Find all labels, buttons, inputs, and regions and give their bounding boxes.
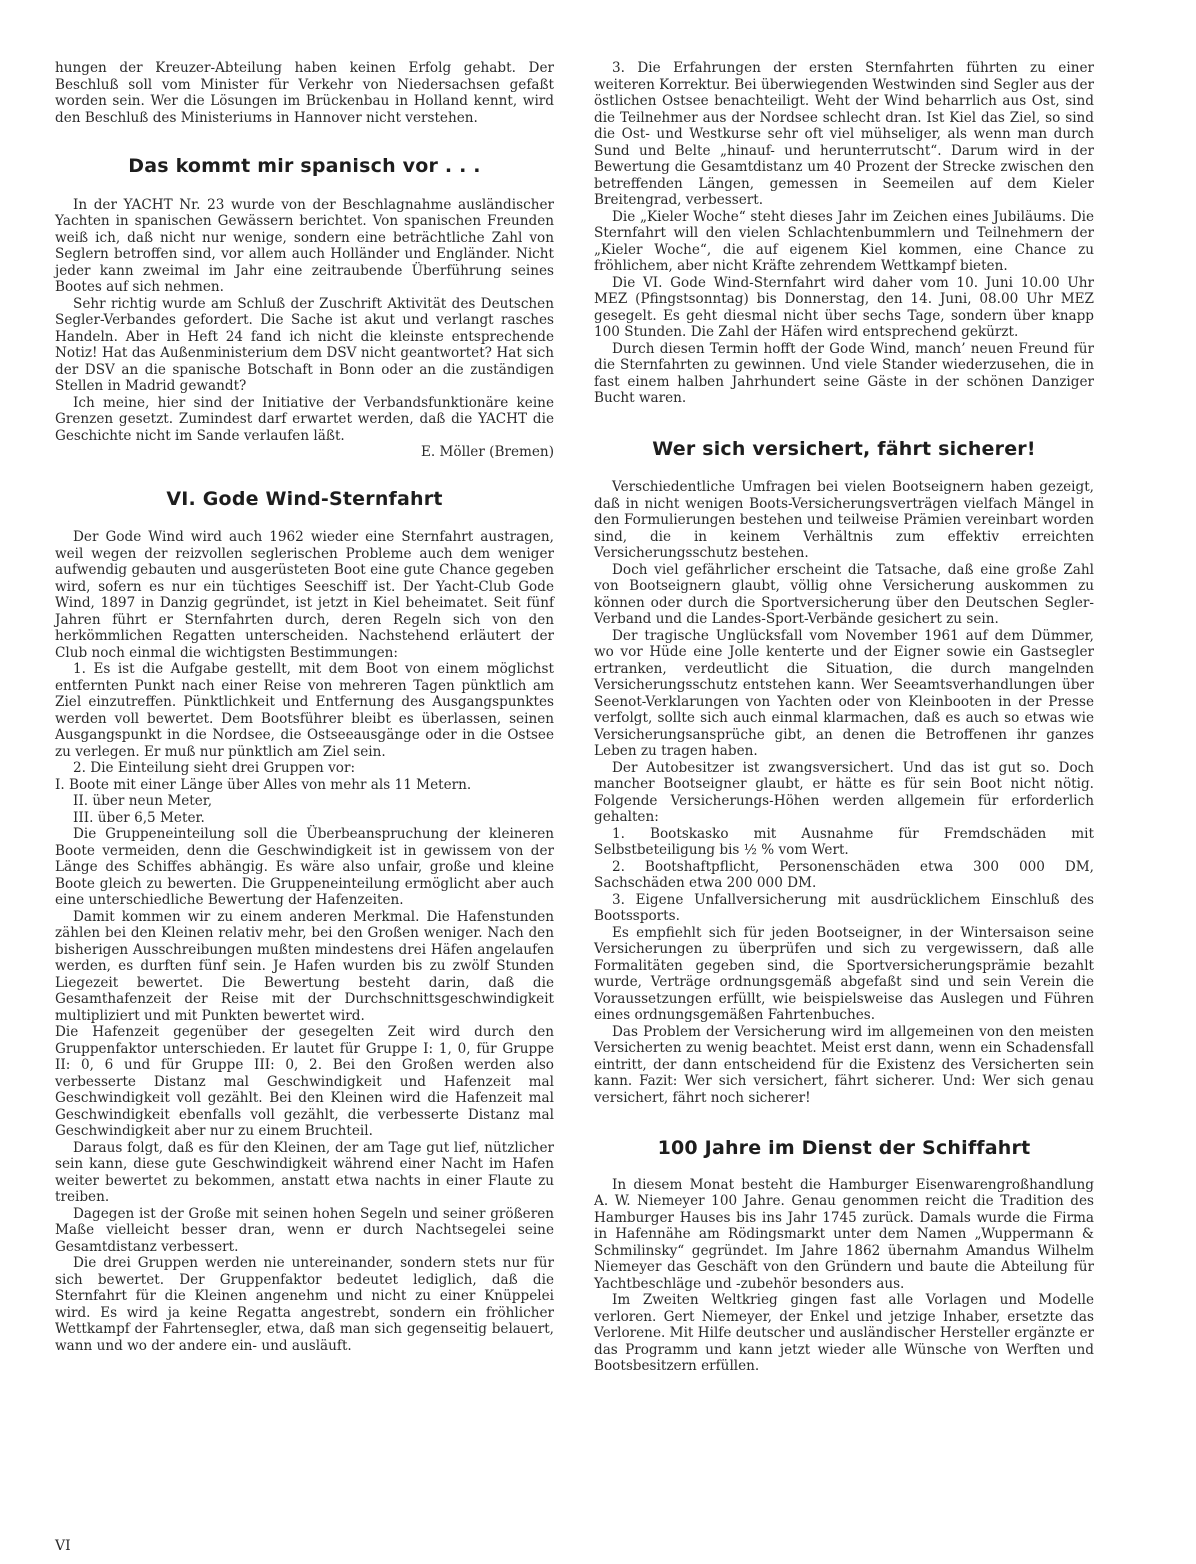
paragraph: In der YACHT Nr. 23 wurde von der Beschlagnahme ausländischer Yachten in spanischen Gewässern berichtet. Von spanischen Freunden weiß ich, daß nicht nur wenige, sondern eine beträchtliche Zahl von Seglern betroffen sind, vor allem auch Holländer und Engländer. Nicht jeder kann zweimal im Jahr eine zeitraubende Überführung seines Bootes auf sich nehmen.: [55, 196, 554, 295]
left-column: [55, 60, 554, 1354]
signature: E. Möller (Bremen): [420, 444, 554, 460]
paragraph: Daraus folgt, daß es für den Kleinen, der am Tage gut lief, nützlicher sein kann, diese gute Geschwindigkeit während einer Nacht im Hafen weiter bewertet zu bekommen, anstatt etwa nachts in einer Flaute zu treiben.: [55, 1139, 554, 1205]
list-item: 2. Bootshaftpflicht, Personenschäden etwa 300 000 DM, Sachschäden etwa 200 000 DM.: [594, 858, 1094, 891]
paragraph: 2. Die Einteilung sieht drei Gruppen vor:: [73, 760, 356, 776]
right-column: [594, 60, 1094, 1375]
intro-paragraph: hungen der Kreuzer-Abteilung haben keinen Erfolg gehabt. Der Beschluß soll vom Minister für Verkehr von Niedersachsen gefaßt worden sein. Wer die Lösungen im Brückenbau in Holland kennt, wird den Beschluß des Ministeriums in Hannover nicht verstehen.: [55, 60, 554, 126]
paragraph: Durch diesen Termin hofft der Gode Wind, manch’ neuen Freund für die Sternfahrten zu gewinnen. Und viele Stander wiederzusehen, die in fast einem halben Jahrhundert seine Gäste in der schönen Danziger Bucht waren.: [594, 340, 1094, 406]
paragraph: Der Gode Wind wird auch 1962 wieder eine Sternfahrt austragen, weil wegen der reizvollen seglerischen Probleme auch dem weniger aufwendig gebauten und ausgerüsteten Boot eine gute Chance gegeben wird, sofern es nur ein tüchtiges Seeschiff ist. Der Yacht-Club Gode Wind, 1897 in Danzig gegründet, ist jetzt in Kiel beheimatet. Seit fünf Jahren führt er Sternfahrten durch, deren Regeln sich von den herkömmlichen Regatten unterscheiden. Nachstehend erläutert der Club noch einmal die wichtigsten Bestimmungen:: [55, 529, 554, 661]
paragraph: Sehr richtig wurde am Schluß der Zuschrift Aktivität des Deutschen Segler-Verbandes gefordert. Die Sache ist akut und verlangt rasches Handeln. Aber in Heft 24 fand ich nicht die kleinste entsprechende Notiz! Hat das Außenministerium dem DSV nicht geantwortet? Hat sich der DSV an die spanische Botschaft in Bonn oder an die zuständigen Stellen in Madrid gewandt?: [55, 295, 554, 394]
paragraph: Der tragische Unglücksfall vom November 1961 auf dem Dümmer, wo vor Hüde eine Jolle kenterte und der Eigner sowie ein Gastsegler ertranken, verdeutlicht die Situation, die durch mangelnden Versicherungsschutz entstehen kann. Wer Seeamtsverhandlungen über Seenot-Verklarungen von Yachten oder von Kleinbooten in der Presse verfolgt, sollte sich auch einmal klarmachen, daß es auch so etwas wie Versicherungsansprüche gibt, an denen die Betroffenen ihr ganzes Leben zu tragen haben.: [594, 627, 1094, 759]
paragraph: Die VI. Gode Wind-Sternfahrt wird daher vom 10. Juni 10.00 Uhr MEZ (Pfingstsonntag) bis Donnerstag, den 14. Juni, 08.00 Uhr MEZ gesegelt. Es geht diesmal nicht über sechs Tage, sondern über knapp 100 Stunden. Die Zahl der Häfen wird entsprechend gekürzt.: [594, 274, 1094, 340]
paragraph: Die Hafenzeit gegenüber der gesegelten Zeit wird durch den Gruppenfaktor unterschieden. Er lautet für Gruppe I: 1, 0, für Gruppe II: 0, 6 und für Gruppe III: 0, 2. Bei den Großen werden also verbesserte Distanz mal Geschwindigkeit und Hafenzeit mal Geschwindigkeit voll gezählt. Bei den Kleinen wird die Hafenzeit mal Geschwindigkeit ebenfalls voll gezählt, die verbesserte Distanz mal Geschwindigkeit aber nur zu einem Bruchteil.: [55, 1024, 554, 1139]
paragraph: Der Autobesitzer ist zwangsversichert. Und das ist gut so. Doch mancher Bootseigner glaubt, er hätte es für sein Boot nicht nötig. Folgende Versicherungs-Höhen werden allgemein für erforderlich gehalten:: [594, 759, 1094, 825]
paragraph: Es empfiehlt sich für jeden Bootseigner, in der Wintersaison seine Versicherungen zu überprüfen und sich zu vergewissern, daß alle Formalitäten gegeben sind, die Sportversicherungsprämie bezahlt wurde, Verträge ordnungsgemäß abgefaßt sind und sein Verein die Voraussetzungen erfüllt, wie beispielsweise das Auslegen und Führen eines ordnungsgemäßen Fahrtenbuches.: [594, 924, 1094, 1023]
paragraph: 1. Es ist die Aufgabe gestellt, mit dem Boot von einem möglichst entfernten Punkt nach einer Reise von mehreren Tagen pünktlich am Ziel einzutreffen. Pünktlichkeit und Entfernung des Ausgangspunktes werden voll bewertet. Dem Bootsführer bleibt es überlassen, seinen Ausgangspunkt in die Nordsee, die Ostseeausgänge oder in die Ostsee zu verlegen. Er muß nur pünktlich am Ziel sein.: [55, 661, 554, 760]
paragraph: Dagegen ist der Große mit seinen hohen Segeln und seiner größeren Maße vielleicht besser dran, wenn er durch Nachtsegelei seine Gesamtdistanz verbessert.: [55, 1205, 554, 1255]
group-line: I. Boote mit einer Länge über Alles von mehr als 11 Metern.: [55, 776, 472, 793]
group-line: II. über neun Meter,: [73, 793, 213, 809]
paragraph: Doch viel gefährlicher erscheint die Tatsache, daß eine große Zahl von Bootseignern glaubt, völlig ohne Versicherung auskommen zu können oder durch die Sportversicherung über den Deutschen Segler-Verband und die Landes-Sport-Verbände gesichert zu sein.: [594, 561, 1094, 627]
heading-spanisch: Das kommt mir spanisch vor . . .: [128, 155, 481, 177]
heading-gode-wind: VI. Gode Wind-Sternfahrt: [166, 487, 443, 510]
page-number: VI: [55, 1538, 71, 1554]
paragraph: Ich meine, hier sind der Initiative der Verbandsfunktionäre keine Grenzen gesetzt. Zumindest darf erwartet werden, daß die YACHT die Geschichte nicht im Sande verlaufen läßt.: [55, 394, 554, 444]
group-line: III. über 6,5 Meter.: [73, 809, 205, 826]
paragraph: Die Gruppeneinteilung soll die Überbeanspruchung der kleineren Boote vermeiden, denn die Geschwindigkeit ist in gewissem von der Länge des Schiffes abhängig. Es wäre also unfair, große und kleine Boote gleich zu bewerten. Die Gruppeneinteilung ermöglicht aber auch eine unterschiedliche Bewertung der Hafenzeiten.: [55, 826, 554, 908]
list-item: 3. Eigene Unfallversicherung mit ausdrücklichem Einschluß des Bootssports.: [594, 891, 1094, 924]
paragraph: Das Problem der Versicherung wird im allgemeinen von den meisten Versicherten zu wenig beachtet. Meist erst dann, wenn ein Schadensfall eintritt, der dann entscheidend für die Existenz des Versicherten sein kann. Fazit: Wer sich versichert, fährt sicherer. Und: Wer sich genau versichert, fährt noch sicherer!: [594, 1023, 1094, 1106]
heading-100-jahre: 100 Jahre im Dienst der Schiffahrt: [657, 1137, 1031, 1159]
paragraph: Verschiedentliche Umfragen bei vielen Bootseignern haben gezeigt, daß in nicht wenigen Boots-Versicherungsverträgen vielfach Mängel in den Formulierungen bestehen und teilweise Prämien vereinbart worden sind, die in keinem Verhältnis zum effektiv erreichten Versicherungsschutz bestehen.: [594, 479, 1094, 561]
paragraph: Die „Kieler Woche“ steht dieses Jahr im Zeichen eines Jubiläums. Die Sternfahrt will den vielen Schlachtenbummlern und Teilnehmern der „Kieler Woche“, die auf eigenem Kiel kommen, eine Chance zu fröhlichem, aber nicht Kräfte zehrendem Wettkampf bieten.: [594, 208, 1094, 274]
paragraph: In diesem Monat besteht die Hamburger Eisenwarengroßhandlung A. W. Niemeyer 100 Jahre. Genau genommen reicht die Tradition des Hamburger Hauses bis ins Jahr 1745 zurück. Damals wurde die Firma in Hafennähe am Rödingsmarkt unter dem Namen „Wuppermann & Schmilinsky“ gegründet. Im Jahre 1862 übernahm Amandus Wilhelm Niemeyer das Geschäft von den Gründern und baute die Abteilung für Yachtbeschläge und -zubehör besonders aus.: [594, 1176, 1094, 1292]
paragraph: Damit kommen wir zu einem anderen Merkmal. Die Hafenstunden zählen bei den Kleinen relativ mehr, bei den Großen weniger. Nach den bisherigen Ausschreibungen mußten mindestens drei Häfen angelaufen werden, es durften fünf sein. Je Hafen wurden bis zu zwölf Stunden Liegezeit bewertet. Die Bewertung besteht darin, daß die Gesamthafenzeit der Reise mit der Durchschnittsgeschwindigkeit multipliziert und mit Punkten bewertet wird.: [55, 908, 554, 1024]
list-item: 1. Bootskasko mit Ausnahme für Fremdschäden mit Selbstbeteiligung bis ½ % vom Wert.: [594, 825, 1094, 858]
paragraph: 3. Die Erfahrungen der ersten Sternfahrten führten zu einer weiteren Korrektur. Bei überwiegenden Westwinden sind Segler aus der östlichen Ostsee benachteiligt. Weht der Wind beharrlich aus Ost, sind die Teilnehmer aus der Nordsee schlecht dran. Ist Kiel das Ziel, so sind die Ost- und Westkurse sehr oft viel mühseliger, als wenn man durch Sund und Belte „hinauf- und herunterrutscht“. Darum wird in der Bewertung die Gesamtdistanz um 40 Prozent der Strecke zwischen den betreffenden Längen, gemessen in Seemeilen auf dem Kieler Breitengrad, verbessert.: [594, 60, 1095, 208]
paragraph: Die drei Gruppen werden nie untereinander, sondern stets nur für sich bewertet. Der Gruppenfaktor bedeutet lediglich, daß die Sternfahrt für die Kleinen angenehm und nicht zu einer Knüppelei wird. Es wird ja keine Regatta angestrebt, sondern ein fröhlicher Wettkampf der Fahrtensegler, etwa, daß man sich gegenseitig belauert, wann und wo der andere ein- und ausläuft.: [55, 1255, 554, 1354]
heading-versicherung: Wer sich versichert, fährt sicherer!: [652, 437, 1036, 460]
paragraph: Im Zweiten Weltkrieg gingen fast alle Vorlagen und Modelle verloren. Gert Niemeyer, der Enkel und jetzige Inhaber, ersetzte das Verlorene. Mit Hilfe deutscher und ausländischer Hersteller ergänzte er das Programm und kann jetzt wieder alle Wünsche von Werften und Bootsbesitzern erfüllen.: [594, 1292, 1094, 1374]
